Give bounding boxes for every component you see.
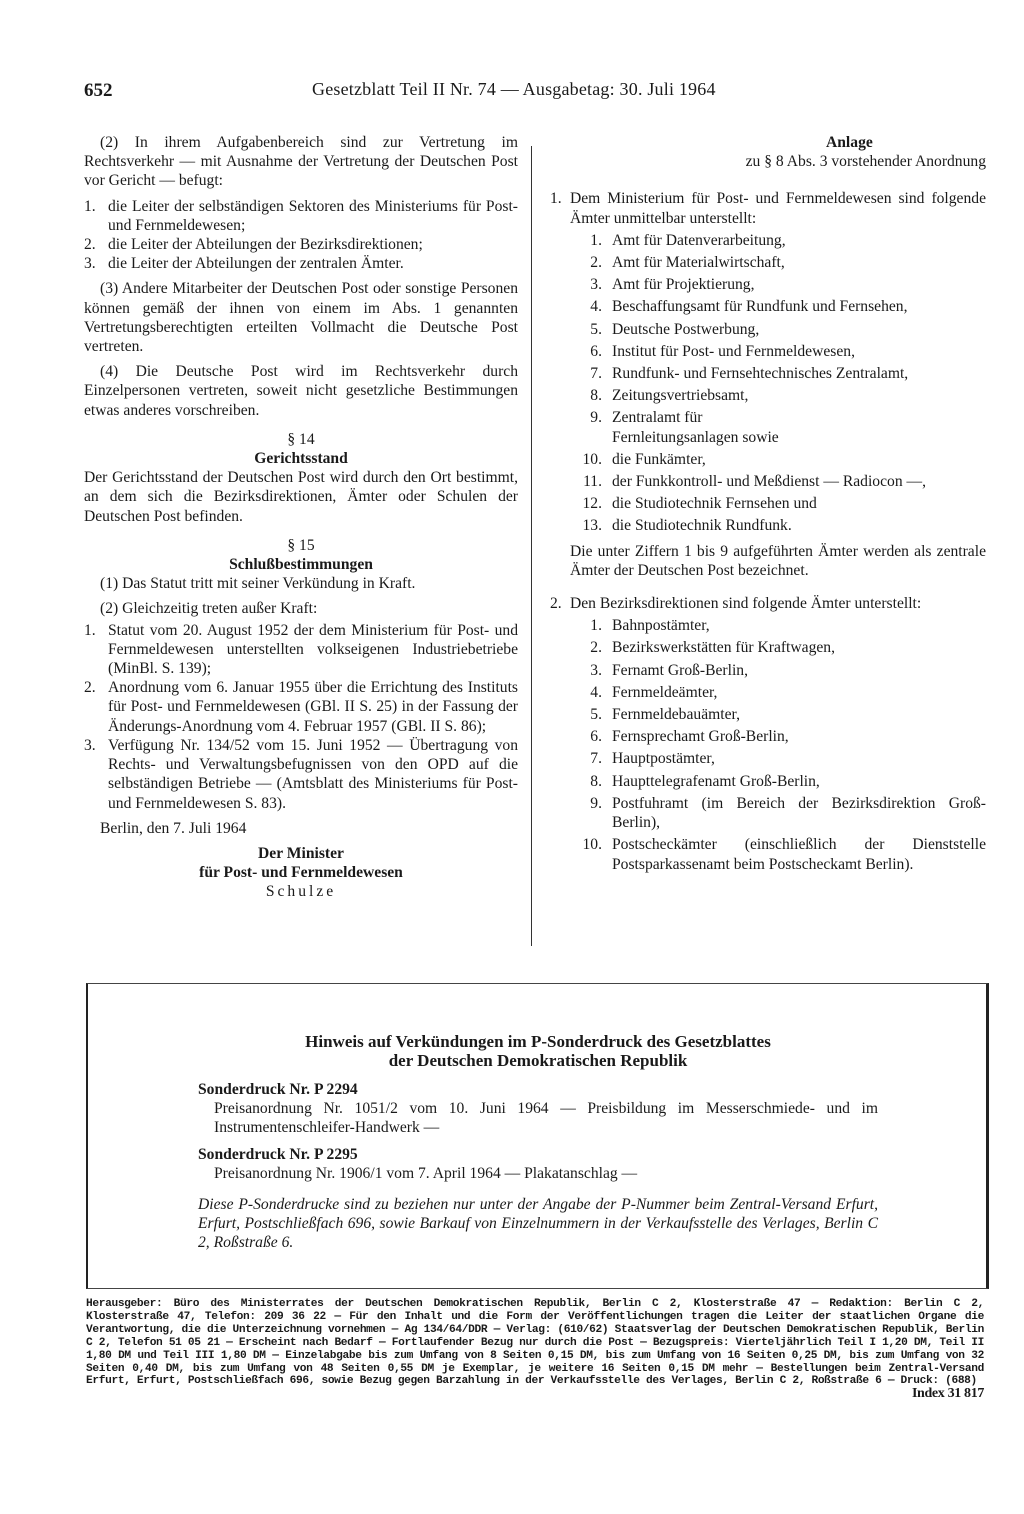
list-item: 12. die Studiotechnik Fernsehen und (582, 495, 817, 513)
index-number: Index 31 817 (911, 1386, 984, 1402)
list-item: 3. Verfügung Nr. 134/52 vom 15. Juni 1952 — Übertragung von Rechts- und Verwaltungsbefugnissen von den OPD auf die selbständigen Betriebe — (Amtsblatt des Ministeriums für Post- und Fernmeldewesen S. 83). (84, 736, 518, 812)
list-item: 4. Beschaffungsamt für Rundfunk und Fernsehen, (590, 298, 908, 316)
list-item: 1. Amt für Datenverarbeitung, (590, 231, 786, 249)
paragraph-2-intro: (2) In ihrem Aufgabenbereich sind zur Vertretung im Rechtsverkehr — mit Ausnahme der Vertretung der Deutschen Post vor Gericht — befugt: (84, 134, 518, 190)
section-15-list (84, 621, 518, 813)
page-number: 652 (84, 80, 113, 101)
section-2-list (570, 616, 986, 873)
list-item: 10. Postscheckämter (einschließlich der Dienststelle Postsparkassenamt beim Postscheckamt Berlin). (582, 836, 986, 873)
list-item: 3. Amt für Projektierung, (590, 276, 755, 294)
signature-ministry: für Post- und Fernmeldewesen (199, 864, 403, 882)
list-item: 6. Fernsprechamt Groß-Berlin, (590, 728, 789, 746)
column-divider (531, 146, 532, 946)
notice-ordering-info: Diese P-Sonderdrucke sind zu beziehen nur unter der Angabe der P-Nummer beim Zentral-Versand Erfurt, Erfurt, Postschließfach 696, sowie Barkauf von Einzelnummern in der Verkaufsstelle des Verlages, Berlin C 2, Roßstraße 6. (198, 1196, 878, 1251)
section-14-number: § 14 (287, 430, 315, 448)
list-item: 3. die Leiter der Abteilungen der zentralen Ämter. (84, 255, 404, 273)
section-1-list (570, 231, 986, 536)
notice-entry-1-text: Preisanordnung Nr. 1051/2 vom 10. Juni 1964 — Preisbildung im Messerschmiede- und im Instrumentenschleifer-Handwerk — (214, 1100, 878, 1136)
section-15-paragraph-1: (1) Das Statut tritt mit seiner Verkündung in Kraft. (100, 575, 416, 593)
section-1: 1. Dem Ministerium für Post- und Fernmeldewesen sind folgende Ämter unmittelbar unterstellt: 1. Amt für Datenverarbeitung, 2. Amt für Materialwirtschaft, 3. Amt für Projektierung, 4. Beschaffungsamt für Rundfunk und Fernsehen, 5. Deutsche Postwerbung, 6. Institut für Post- und Fernmeldewesen, 7. Rundfunk- und Fernsehtechnisches Zentralamt, 8. Zeitungsvertriebsamt, 9. Zentralamt für Fernleitungsanlagen sowie 10. die Funkämter, 11. der Funkkontroll- und Meßdienst — Radiocon —, 12. die Studiotechnik Fernsehen und 13. die Studiotechnik Rundfunk. Die unter Ziffern 1 bis 9 aufgeführten Ämter werden als zentrale Ämter der Deutschen Post bezeichnet. (550, 190, 986, 579)
anlage-title: Anlage (826, 134, 873, 151)
list-item: 2. Bezirkswerkstätten für Kraftwagen, (590, 639, 835, 657)
section-1-note: Die unter Ziffern 1 bis 9 aufgeführten Ämter werden als zentrale Ämter der Deutschen Post bezeichnet. (570, 542, 986, 579)
list-item: 1. Statut vom 20. August 1952 der dem Ministerium für Post- und Fernmeldewesen unterstellten volkseigenen Industriebetriebe (MinBl. S. 139); (84, 621, 518, 678)
list-item: 11. der Funkkontroll- und Meßdienst — Radiocon —, (583, 473, 927, 491)
list-item: 7. Rundfunk- und Fernsehtechnisches Zentralamt, (590, 365, 909, 383)
list-item: 5. Fernmeldebauämter, (590, 706, 740, 724)
imprint-text: Herausgeber: Büro des Ministerrates der Deutschen Demokratischen Republik, Berlin C 2, Klosterstraße 47 — Redaktion: Berlin C 2, Klosterstraße 47, Telefon: 209 36 22 — Für den Inhalt und die Form der Veröffentlichungen tragen die Leiter der staatlichen Organe die Verantwortung, die die Unterzeichnung vornehmen — Ag 134/64/DDR — Verlag: (610/62) Staatsverlag der Deutschen Demokratischen Republik, Berlin C 2, Telefon 51 05 21 — Erscheint nach Bedarf — Fortlaufender Bezug nur durch die Post — Bezugspreis: Vierteljährlich Teil I 1,20 DM, Teil II 1,80 DM und Teil III 1,80 DM — Einzelabgabe bis zum Umfang von 8 Seiten 0,15 DM, bis zum Umfang von 16 Seiten 0,25 DM, bis zum Umfang von 32 Seiten 0,40 DM, bis zum Umfang von 48 Seiten 0,55 DM je Exemplar, je weitere 16 Seiten 0,15 DM mehr — Bestellungen beim Zentral-Versand Erfurt, Erfurt, Postschließfach 696, sowie Bezug gegen Barzahlung in der Verkaufsstelle des Verlages, Berlin C 2, Roßstraße 6 — Druck: (688) (86, 1298, 984, 1388)
anlage-subtitle: zu § 8 Abs. 3 vorstehender Anordnung (745, 153, 986, 171)
list-item: 4. Fernmeldeämter, (590, 683, 718, 701)
list-item: 1. die Leiter der selbständigen Sektoren des Ministeriums für Post- und Fernmeldewesen; (84, 197, 518, 234)
signature-title: Der Minister (258, 844, 344, 862)
list-item: 1. Bahnpostämter, (590, 617, 710, 635)
section-14-text: Der Gerichtsstand der Deutschen Post wird durch den Ort bestimmt, an dem sich die Bezirksdirektionen, Ämter oder Schulen der Deutschen Post befinden. (84, 469, 518, 525)
header-title: Gesetzblatt Teil II Nr. 74 — Ausgabetag: 30. Juli 1964 (312, 79, 716, 99)
notice-box (86, 983, 989, 1289)
notice-entry-1-label: Sonderdruck Nr. P 2294 (198, 1081, 358, 1098)
section-15-title: Schlußbestimmungen (229, 556, 373, 574)
place-date: Berlin, den 7. Juli 1964 (100, 819, 247, 837)
list-item: 2. Anordnung vom 6. Januar 1955 über die Errichtung des Instituts für Post- und Fernmeldewesen (GBl. II S. 25) in der Fassung der Änderungs-Anordnung vom 4. Februar 1957 (GBl. II S. 86); (84, 679, 518, 735)
paragraph-3: (3) Andere Mitarbeiter der Deutschen Post oder sonstige Personen können gemäß der ihnen von einem im Abs. 1 genannten Vertretungsberechtigten erteilten Vollmacht die Deutsche Post vertreten. (84, 280, 518, 356)
notice-title-line-2: der Deutschen Demokratischen Republik (388, 1051, 688, 1070)
list-item: 8. Haupttelegrafenamt Groß-Berlin, (590, 772, 820, 790)
list-item: 2. die Leiter der Abteilungen der Bezirksdirektionen; (84, 236, 423, 254)
list-item: 7. Hauptpostämter, (590, 750, 715, 768)
list-item: 9. Postfuhramt (im Bereich der Bezirksdirektion Groß-Berlin), (590, 794, 986, 832)
right-column (550, 133, 986, 877)
notice-entry-2-text: Preisanordnung Nr. 1906/1 vom 7. April 1964 — Plakatanschlag — (214, 1165, 638, 1182)
imprint-footer (86, 1298, 984, 1401)
section-2: 2. Den Bezirksdirektionen sind folgende Ämter unterstellt: 1. Bahnpostämter, 2. Bezirkswerkstätten für Kraftwagen, 3. Fernamt Groß-Berlin, 4. Fernmeldeämter, 5. Fernmeldebauämter, 6. Fernsprechamt Groß-Berlin, 7. Hauptpostämter, 8. Haupttelegrafenamt Groß-Berlin, 9. Postfuhramt (im Bereich der Bezirksdirektion Groß-Berlin), 10. Postscheckämter (einschließlich der Dienststelle Postsparkassenamt beim Postscheckamt Berlin). (550, 595, 986, 873)
notice-title-line-1: Hinweis auf Verkündungen im P-Sonderdruck des Gesetzblattes (305, 1032, 771, 1051)
section-14-title: Gerichtsstand (254, 450, 348, 468)
notice-entry-2-label: Sonderdruck Nr. P 2295 (198, 1146, 358, 1163)
section-15-number: § 15 (287, 536, 315, 554)
signature-name: Schulze (265, 883, 337, 901)
list-item: 13. die Studiotechnik Rundfunk. (582, 517, 792, 535)
list-item: 8. Zeitungsvertriebsamt, (590, 387, 749, 405)
list-item: 10. die Funkämter, (582, 450, 706, 468)
section-2-intro: Den Bezirksdirektionen sind folgende Ämter unterstellt: (570, 595, 922, 613)
list-item: 5. Deutsche Postwerbung, (590, 320, 760, 338)
list-item: 6. Institut für Post- und Fernmeldewesen, (590, 342, 855, 360)
left-column (84, 133, 518, 902)
paragraph-4: (4) Die Deutsche Post wird im Rechtsverkehr durch Einzelpersonen vertreten, soweit nicht gesetzliche Bestimmungen etwas anderes vorschreiben. (84, 363, 518, 419)
section-15-paragraph-2: (2) Gleichzeitig treten außer Kraft: (100, 600, 318, 618)
paragraph-2-list (84, 197, 518, 274)
notice-content (198, 1032, 878, 1252)
section-1-intro: Dem Ministerium für Post- und Fernmeldewesen sind folgende Ämter unmittelbar unterstellt: (570, 190, 986, 227)
list-item: 9. Zentralamt für Fernleitungsanlagen sowie (590, 409, 779, 446)
list-item: 3. Fernamt Groß-Berlin, (590, 661, 748, 679)
list-item: 2. Amt für Materialwirtschaft, (590, 254, 785, 272)
